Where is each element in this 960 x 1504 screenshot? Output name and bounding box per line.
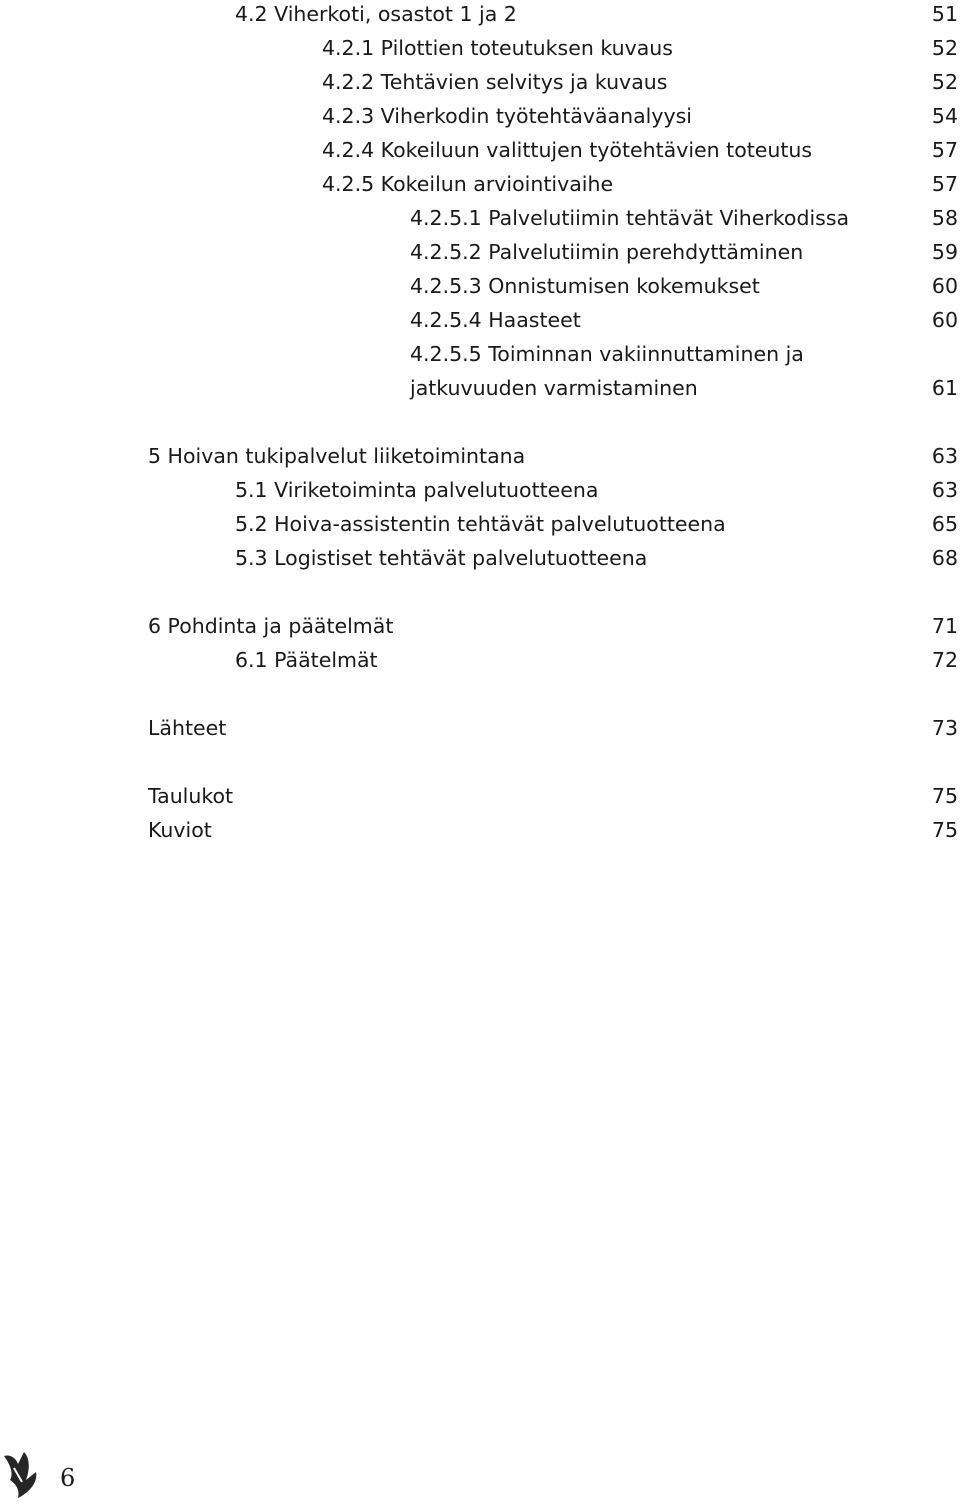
- toc-entry[interactable]: [0, 303, 960, 337]
- toc-entry-page: 61: [931, 376, 958, 400]
- toc-entry-page: 75: [931, 784, 958, 808]
- toc-entry-title: 4.2.2 Tehtävien selvitys ja kuvaus: [322, 70, 668, 94]
- toc-entry[interactable]: [0, 439, 960, 473]
- stylized-leaf-logo-icon: [0, 1450, 42, 1500]
- toc-entry[interactable]: [0, 65, 960, 99]
- toc-entry-title: 4.2.5.2 Palvelutiimin perehdyttäminen: [410, 240, 804, 264]
- toc-entry-page: 63: [931, 478, 958, 502]
- toc-entry-page: 60: [931, 308, 958, 332]
- toc-entry[interactable]: [0, 99, 960, 133]
- toc-entry-page: 75: [931, 818, 958, 842]
- toc-entry-title: 4.2.4 Kokeiluun valittujen työtehtävien toteutus: [322, 138, 813, 162]
- toc-entry-title: 4.2.3 Viherkodin työtehtäväanalyysi: [322, 104, 692, 128]
- toc-entry[interactable]: [0, 711, 960, 745]
- toc-entry[interactable]: [0, 371, 960, 405]
- toc-entry-page: 71: [931, 614, 958, 638]
- toc-entry-page: 52: [931, 70, 958, 94]
- toc-entry-title: 5 Hoivan tukipalvelut liiketoimintana: [148, 444, 526, 468]
- toc-entry[interactable]: [0, 507, 960, 541]
- toc-entry-title: Lähteet: [148, 716, 227, 740]
- toc-entry-page: 57: [931, 172, 958, 196]
- toc-entry-title: 4.2.5.3 Onnistumisen kokemukset: [410, 274, 760, 298]
- toc-entry[interactable]: [0, 609, 960, 643]
- toc-entry[interactable]: [0, 813, 960, 847]
- toc-entry-title: Kuviot: [148, 818, 212, 842]
- toc-entry-page: 73: [931, 716, 958, 740]
- page-number: 6: [60, 1464, 76, 1492]
- toc-entry-page: 54: [931, 104, 958, 128]
- toc-entry-title: 5.2 Hoiva-assistentin tehtävät palvelutuotteena: [235, 512, 726, 536]
- toc-entry[interactable]: [0, 133, 960, 167]
- toc-entry-page: 57: [931, 138, 958, 162]
- toc-entry[interactable]: [0, 31, 960, 65]
- toc-entry-title: 4.2.5.4 Haasteet: [410, 308, 581, 332]
- toc-entry[interactable]: [0, 779, 960, 813]
- toc-entry-title: 5.3 Logistiset tehtävät palvelutuotteena: [235, 546, 648, 570]
- toc-entry-page: 60: [931, 274, 958, 298]
- toc-entry[interactable]: [0, 337, 960, 371]
- toc-entry[interactable]: [0, 0, 960, 31]
- toc-entry-title: 6.1 Päätelmät: [235, 648, 378, 672]
- toc-entry-page: 58: [931, 206, 958, 230]
- toc-entry-title: 4.2.5.1 Palvelutiimin tehtävät Viherkodissa: [410, 206, 850, 230]
- toc-entry-page: 59: [931, 240, 958, 264]
- toc-entry-title: Taulukot: [148, 784, 234, 808]
- toc-entry-title: 4.2.5 Kokeilun arviointivaihe: [322, 172, 614, 196]
- toc-entry-page: 72: [931, 648, 958, 672]
- toc-entry-page: 63: [931, 444, 958, 468]
- toc-entry-page: 65: [931, 512, 958, 536]
- toc-entry[interactable]: [0, 541, 960, 575]
- toc-entry-title: jatkuvuuden varmistaminen: [410, 376, 698, 400]
- toc-entry-title: 4.2.5.5 Toiminnan vakiinnuttaminen ja: [410, 342, 804, 366]
- toc-entry[interactable]: [0, 643, 960, 677]
- toc-entry-page: 68: [931, 546, 958, 570]
- toc-entry[interactable]: [0, 473, 960, 507]
- toc-entry-page: 51: [931, 2, 958, 26]
- toc-entry-title: 4.2.1 Pilottien toteutuksen kuvaus: [322, 36, 673, 60]
- toc-entry[interactable]: [0, 269, 960, 303]
- toc-entry-title: 5.1 Viriketoiminta palvelutuotteena: [235, 478, 599, 502]
- toc-entry-title: 6 Pohdinta ja päätelmät: [148, 614, 394, 638]
- toc-entry[interactable]: [0, 235, 960, 269]
- toc-entry[interactable]: [0, 167, 960, 201]
- toc-entry-title: 4.2 Viherkoti, osastot 1 ja 2: [235, 2, 517, 26]
- toc-entry-page: 52: [931, 36, 958, 60]
- toc-entry[interactable]: [0, 201, 960, 235]
